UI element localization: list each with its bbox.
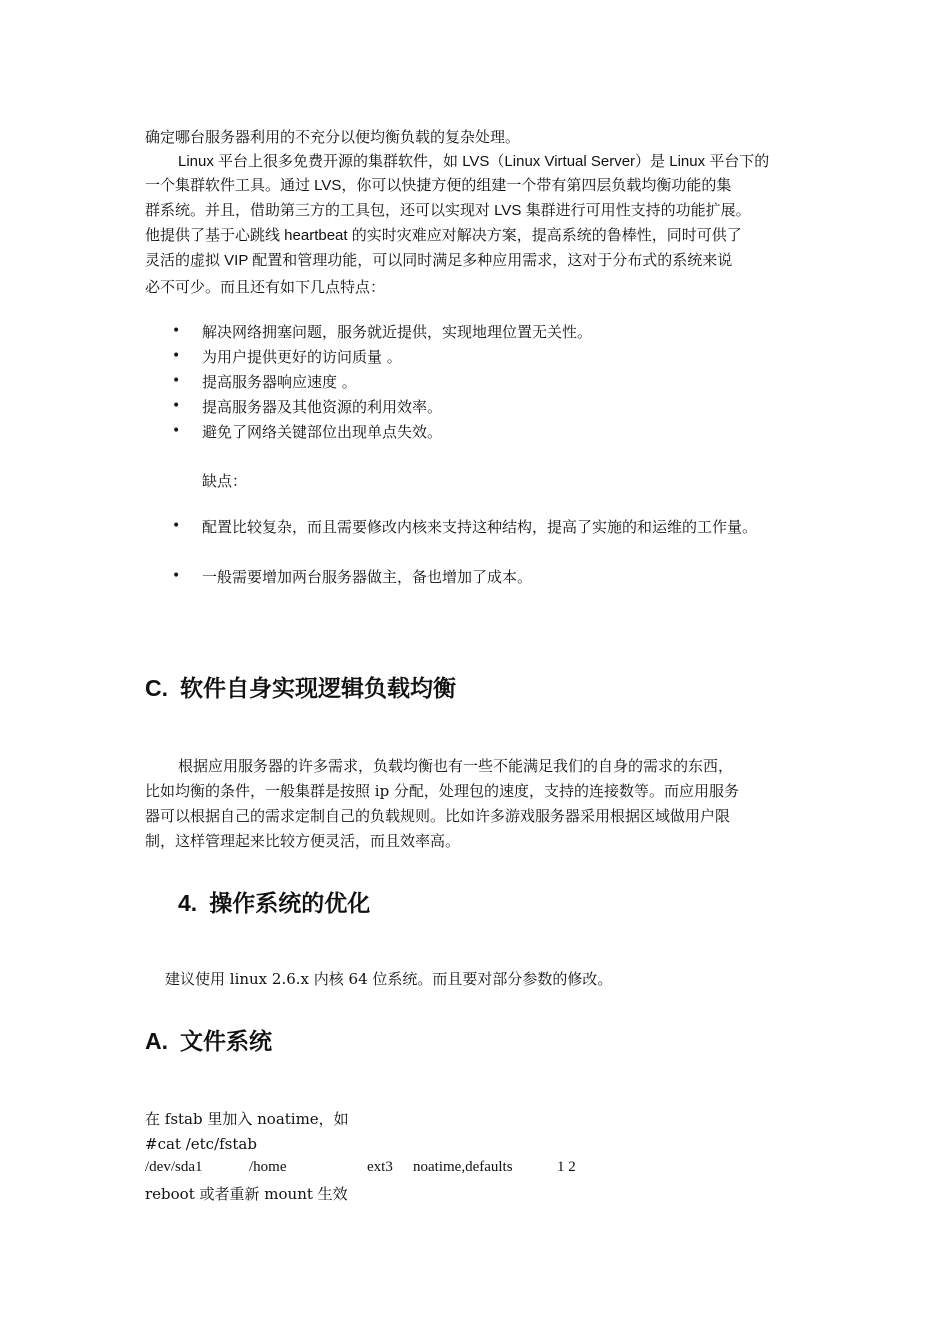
- list-item: 配置比较复杂，而且需要修改内核来支持这种结构，提高了实施的和运维的工作量。: [202, 518, 758, 536]
- para1-line-4: 群系统。并且，借助第三方的工具包，还可以实现对 LVS 集群进行可用性支持的功能扩展。: [145, 202, 751, 219]
- disadvantages-label: 缺点：: [202, 472, 248, 490]
- para1-line-6: 灵活的虚拟 VIP 配置和管理功能，可以同时满足多种应用需求，这对于分布式的系统来说: [145, 252, 733, 269]
- fstab-dump-pass: 1 2: [557, 1159, 576, 1175]
- bullet-icon: •: [172, 398, 181, 414]
- section-a-heading: [145, 1023, 272, 1056]
- bullet-icon: •: [172, 568, 181, 584]
- para1-line-5: 他提供了基于心跳线 heartbeat 的实时灾难应对解决方案，提高系统的鲁棒性，同时可供了: [145, 227, 742, 244]
- section-4-heading: [178, 885, 370, 918]
- section-c-line-4: 制，这样管理起来比较方便灵活，而且效率高。: [145, 832, 461, 850]
- bullet-icon: •: [172, 423, 181, 439]
- fstab-mount: /home: [249, 1159, 287, 1175]
- bullet-icon: •: [172, 348, 181, 364]
- bullet-icon: •: [172, 323, 181, 339]
- fstab-device: /dev/sda1: [145, 1159, 203, 1175]
- list-item: 一般需要增加两台服务器做主，备也增加了成本。: [202, 568, 533, 586]
- fstab-fs: ext3: [367, 1159, 393, 1175]
- list-item: 为用户提供更好的访问质量 。: [202, 348, 402, 366]
- para1-line-1: 确定哪台服务器利用的不充分以便均衡负载的复杂处理。: [145, 128, 521, 146]
- section-4-text: 建议使用 linux 2.6.x 内核 64 位系统。而且要对部分参数的修改。: [165, 970, 613, 988]
- section-a-number: A.: [145, 1028, 168, 1054]
- section-c-title: 软件自身实现逻辑负载均衡: [180, 675, 456, 702]
- list-item: 解决网络拥塞问题，服务就近提供，实现地理位置无关性。: [202, 323, 593, 341]
- fstab-command: #cat /etc/fstab: [145, 1135, 257, 1153]
- para1-line-3: 一个集群软件工具。通过 LVS，你可以快捷方便的组建一个带有第四层负载均衡功能的集: [145, 177, 732, 194]
- section-c-heading: [145, 670, 456, 703]
- bullet-icon: •: [172, 373, 181, 389]
- section-c-line-3: 器可以根据自己的需求定制自己的负载规则。比如许多游戏服务器采用根据区域做用户限: [145, 807, 731, 825]
- section-a-title: 文件系统: [180, 1028, 272, 1055]
- section-c-line-2: 比如均衡的条件，一般集群是按照 ip 分配，处理包的速度，支持的连接数等。而应用服务: [145, 782, 739, 800]
- fstab-intro: 在 fstab 里加入 noatime，如: [145, 1110, 349, 1128]
- fstab-outro: reboot 或者重新 mount 生效: [145, 1185, 348, 1203]
- section-c-number: C.: [145, 675, 168, 701]
- list-item: 提高服务器响应速度 。: [202, 373, 357, 391]
- list-item: 避免了网络关键部位出现单点失效。: [202, 423, 443, 441]
- list-item: 提高服务器及其他资源的利用效率。: [202, 398, 443, 416]
- fstab-options: noatime,defaults: [413, 1159, 513, 1175]
- section-c-line-1: 根据应用服务器的许多需求，负载均衡也有一些不能满足我们的自身的需求的东西，: [178, 757, 734, 775]
- bullet-icon: •: [172, 518, 181, 534]
- para1-line-7: 必不可少。而且还有如下几点特点：: [145, 278, 386, 296]
- section-4-number: 4.: [178, 890, 198, 916]
- section-4-title: 操作系统的优化: [209, 890, 371, 917]
- para1-line-2: Linux 平台上很多免费开源的集群软件，如 LVS（Linux Virtual Server）是 Linux 平台下的: [178, 153, 770, 170]
